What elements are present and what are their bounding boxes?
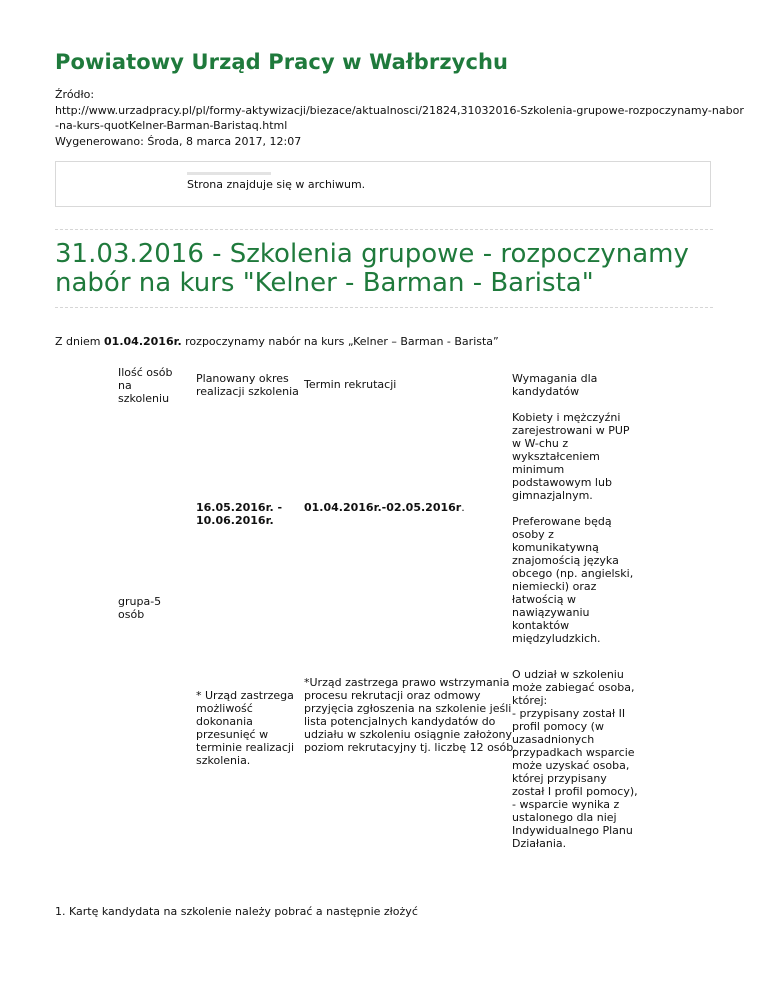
- group-size-cell: [118, 595, 161, 621]
- group-size-line: grupa-5: [118, 595, 162, 608]
- recruitment-note-line: procesu rekrutacji oraz odmowy: [304, 689, 481, 702]
- requirements-3-line: Indywidualnego Planu: [512, 824, 633, 837]
- requirements-1-line: zarejestrowani w PUP: [512, 424, 630, 437]
- requirements-3-line: której przypisany: [512, 772, 607, 785]
- period-note-line: przesunięć w: [196, 728, 269, 741]
- requirements-1-line: w W-chu z: [512, 437, 569, 450]
- generated-timestamp: Wygenerowano: Środa, 8 marca 2017, 12:07: [55, 134, 302, 148]
- period-note-line: dokonania: [196, 715, 253, 728]
- header-period-line: Planowany okres: [196, 372, 289, 385]
- recruitment-note-line: lista potencjalnych kandydatów do: [304, 715, 496, 728]
- intro-text-before: Z dniem: [55, 335, 105, 348]
- requirements-1-line: Kobiety i mężczyźni: [512, 411, 621, 424]
- requirements-3-line: profil pomocy (w: [512, 720, 604, 733]
- requirements-3-line: - wsparcie wynika z: [512, 798, 620, 811]
- page-meta: [55, 87, 744, 149]
- archive-notice-text: Strona znajduje się w archiwum.: [187, 178, 366, 191]
- requirements-2-line: łatwością w: [512, 593, 576, 606]
- requirements-3-line: ustalonego dla niej: [512, 811, 617, 824]
- header-recruitment: Termin rekrutacji: [304, 378, 397, 391]
- requirements-3-line: O udział w szkoleniu: [512, 668, 624, 681]
- recruitment-value-suffix: .: [461, 501, 465, 514]
- source-url-line-2[interactable]: -na-kurs-quotKelner-Barman-Baristaq.html: [55, 119, 288, 132]
- article-title-line-1: 31.03.2016 - Szkolenia grupowe - rozpoczynamy: [55, 239, 689, 269]
- requirements-2-line: Preferowane będą: [512, 515, 612, 528]
- requirements-1-line: wykształceniem: [512, 450, 600, 463]
- intro-text-after: rozpoczynamy nabór na kurs „Kelner – Barman - Barista”: [181, 335, 499, 348]
- intro-date: 01.04.2016r.: [104, 335, 182, 348]
- requirements-2: [512, 515, 633, 645]
- requirements-1: [512, 411, 630, 502]
- source-url[interactable]: [55, 103, 744, 134]
- period-note-line: terminie realizacji: [196, 741, 295, 754]
- requirements-2-line: międzyludzkich.: [512, 632, 601, 645]
- list-item: 1. Kartę kandydata na szkolenie należy pobrać a następnie złożyć: [55, 905, 418, 918]
- source-label: Źródło:: [55, 88, 95, 101]
- title-divider-top: [55, 229, 713, 230]
- requirements-3-line: został I profil pomocy),: [512, 785, 638, 798]
- recruitment-note-line: przyjęcia zgłoszenia na szkolenie jeśli: [304, 702, 512, 715]
- header-period-line: realizacji szkolenia: [196, 385, 299, 398]
- recruitment-value: 01.04.2016r.-02.05.2016r: [304, 501, 462, 514]
- period-value-line: 10.06.2016r.: [196, 514, 274, 527]
- requirements-3-line: może zabiegać osoba,: [512, 681, 635, 694]
- article-title: [55, 240, 735, 298]
- requirements-3-line: Działania.: [512, 837, 567, 850]
- requirements-1-line: gimnazjalnym.: [512, 489, 593, 502]
- recruitment-value-cell: [304, 501, 465, 514]
- requirements-2-line: znajomością języka: [512, 554, 619, 567]
- header-count-line: na: [118, 379, 132, 392]
- intro-paragraph: [55, 335, 499, 348]
- recruitment-note-line: poziom rekrutacyjny tj. liczbę 12 osób.: [304, 741, 517, 754]
- site-title: Powiatowy Urząd Pracy w Wałbrzychu: [55, 50, 509, 74]
- recruitment-note-line: *Urząd zastrzega prawo wstrzymania: [304, 676, 510, 689]
- header-period: [196, 372, 299, 398]
- recruitment-note: [304, 676, 517, 754]
- header-requirements-line: Wymagania dla: [512, 372, 598, 385]
- header-count-line: Ilość osób: [118, 366, 173, 379]
- requirements-2-line: komunikatywną: [512, 541, 599, 554]
- archive-notice-bar: [187, 172, 271, 175]
- requirements-2-line: kontaktów: [512, 619, 570, 632]
- requirements-3-line: przypadkach wsparcie: [512, 746, 635, 759]
- header-count: [118, 366, 172, 405]
- period-note-line: możliwość: [196, 702, 253, 715]
- recruitment-note-line: udziału w szkoleniu osiągnie założony: [304, 728, 513, 741]
- archive-notice-box: [55, 161, 711, 207]
- period-note-line: * Urząd zastrzega: [196, 689, 294, 702]
- requirements-2-line: osoby z: [512, 528, 554, 541]
- requirements-2-line: niemiecki) oraz: [512, 580, 597, 593]
- article-title-line-2: nabór na kurs "Kelner - Barman - Barista": [55, 268, 594, 298]
- source-url-line-1[interactable]: http://www.urzadpracy.pl/pl/formy-aktywizacji/biezace/aktualnosci/21824,31032016-Szkolenia-grupowe-rozpoczynamy-nabor: [55, 103, 744, 117]
- title-divider-bottom: [55, 307, 713, 308]
- requirements-1-line: podstawowym lub: [512, 476, 612, 489]
- group-size-line: osób: [118, 608, 145, 621]
- period-value-line: 16.05.2016r. -: [196, 501, 283, 514]
- period-note: [196, 689, 294, 767]
- requirements-3-line: uzasadnionych: [512, 733, 595, 746]
- requirements-3: [512, 668, 638, 850]
- header-count-line: szkoleniu: [118, 392, 170, 405]
- requirements-3-line: której:: [512, 694, 548, 707]
- requirements-3-line: - przypisany został II: [512, 707, 626, 720]
- requirements-1-line: minimum: [512, 463, 565, 476]
- requirements-2-line: obcego (np. angielski,: [512, 567, 634, 580]
- period-value-cell: [196, 501, 282, 527]
- requirements-2-line: nawiązywaniu: [512, 606, 590, 619]
- requirements-3-line: może uzyskać osoba,: [512, 759, 630, 772]
- header-requirements-line: kandydatów: [512, 385, 580, 398]
- period-note-line: szkolenia.: [196, 754, 251, 767]
- header-requirements: [512, 372, 597, 398]
